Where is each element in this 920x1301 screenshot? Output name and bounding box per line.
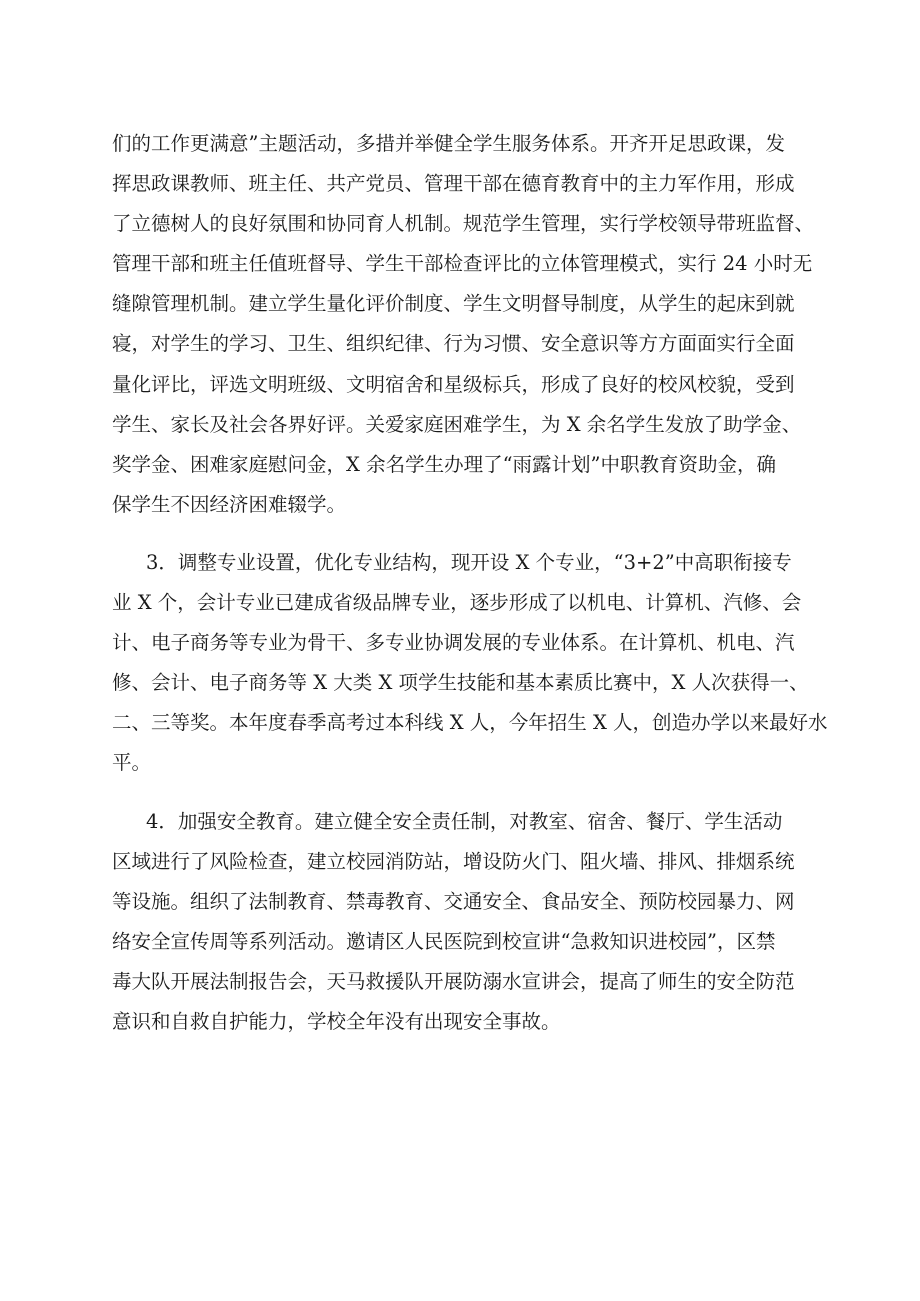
- text-line: 奖学金、困难家庭慰问金，X 余名学生办理了“雨露计划”中职教育资助金，确: [112, 452, 777, 476]
- text-line: 业 X 个，会计专业已建成省级品牌专业，逐步形成了以机电、计算机、汽修、会: [112, 591, 802, 615]
- text-line: 平。: [112, 751, 152, 775]
- paragraph-safety-education: [112, 802, 812, 1043]
- text-line: 计、电子商务等专业为骨干、多专业协调发展的专业体系。在计算机、机电、汽: [112, 631, 795, 655]
- text-line: 二、三等奖。本年度春季高考过本科线 X 人，今年招生 X 人，创造办学以来最好水: [112, 711, 828, 735]
- text-line: 们的工作更满意”主题活动，多措并举健全学生服务体系。开齐开足思政课，发: [112, 132, 785, 155]
- text-line: 保学生不因经济困难辍学。: [112, 492, 347, 516]
- document-body: [112, 124, 828, 1042]
- text-line: 4．加强安全教育。建立健全安全责任制，对教室、宿舍、餐厅、学生活动: [146, 809, 783, 833]
- text-line: 了立德树人的良好氛围和协同育人机制。规范学生管理，实行学校领导带班监督、: [112, 212, 815, 236]
- text-line: 挥思政课教师、班主任、共产党员、管理干部在德育教育中的主力军作用，形成: [112, 172, 795, 196]
- text-line: 修、会计、电子商务等 X 大类 X 项学生技能和基本素质比赛中，X 人次获得一、: [112, 671, 809, 695]
- text-line: 寝，对学生的学习、卫生、组织纪律、行为习惯、安全意识等方方面面实行全面: [112, 332, 795, 356]
- text-line: 意识和自救自护能力，学校全年没有出现安全事故。: [112, 1009, 561, 1033]
- text-line: 缝隙管理机制。建立学生量化评价制度、学生文明督导制度，从学生的起床到就: [112, 292, 795, 316]
- paragraph-program-adjustment: [112, 543, 828, 784]
- text-line: 等设施。组织了法制教育、禁毒教育、交通安全、食品安全、预防校园暴力、网: [112, 889, 795, 913]
- text-line: 学生、家长及社会各界好评。关爱家庭困难学生，为 X 余名学生发放了助学金、: [112, 412, 802, 436]
- text-line: 络安全宣传周等系列活动。邀请区人民医院到校宣讲“急救知识进校园”，区禁: [112, 929, 776, 953]
- paragraph-spacer: [112, 784, 812, 802]
- text-line: 3．调整专业设置，优化专业结构，现开设 X 个专业，“3+2”中高职衔接专: [146, 550, 792, 574]
- text-line: 毒大队开展法制报告会，天马救援队开展防溺水宣讲会，提高了师生的安全防范: [112, 969, 795, 993]
- paragraph-student-services: [112, 124, 815, 525]
- text-line: 管理干部和班主任值班督导、学生干部检查评比的立体管理模式，实行 24 小时无: [112, 252, 813, 276]
- paragraph-spacer: [112, 525, 812, 543]
- text-line: 量化评比，评选文明班级、文明宿舍和星级标兵，形成了良好的校风校貌，受到: [112, 372, 795, 396]
- text-line: 区域进行了风险检查，建立校园消防站，增设防火门、阻火墙、排风、排烟系统: [112, 849, 795, 873]
